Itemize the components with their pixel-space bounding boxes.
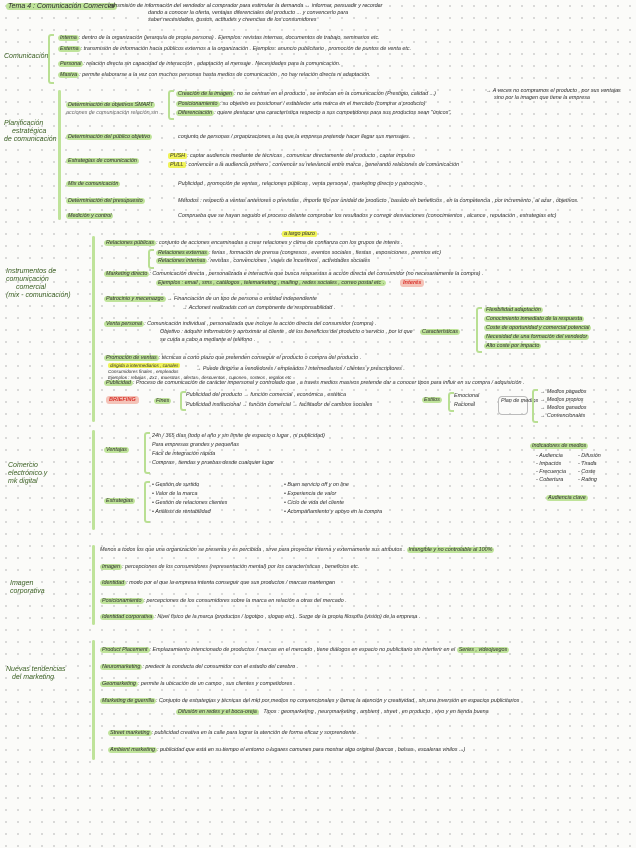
- vp-c5: Alto coste por impacto: [486, 343, 540, 349]
- brace-caracteristicas: [476, 307, 482, 353]
- vp-c4: Necesidad de una formación del vendedor: [486, 334, 588, 340]
- row-presupuesto: Determinación del presupuesto: [68, 198, 143, 204]
- brace-relaciones: [148, 249, 154, 269]
- imagen-note-1: → A veces no compramos el producto , por sus ventajas: [486, 88, 621, 94]
- label-instrumentos: Instrumentos de comunicación comercial (mix - comunicación): [6, 268, 71, 299]
- estrategia-8: • Acompañamiento y apoyo en la compra: [284, 509, 383, 515]
- row-push: PUSH : captar audiencia mediante de técnicas , comunicar directamente del producto , captar impulso: [170, 153, 415, 159]
- medio-2: → Medios propios: [540, 397, 584, 403]
- bar-planificacion: [58, 90, 61, 220]
- row-masiva: Masiva : permite elaborarse a la vez con muchos personas hasta medios de comunicación , no hay relación directa ni adaptación.: [60, 72, 371, 78]
- estrategias-label: Estrategias: [106, 498, 133, 504]
- medio-4: → Convencionales: [540, 413, 586, 419]
- row-marketing-directo: Marketing directo : Comunicación directa , personalizada e interactiva que busca respuestas a acción directa del consumidor (no necesariamente la compra) .: [106, 271, 484, 277]
- estrategia-5: • Buen servicio off y on line: [284, 482, 349, 488]
- ventaja-1: 24h / 365 días (todo el año y sin límite de espacio o lugar , ni publicidad): [152, 433, 325, 439]
- estrategia-3: • Gestión de relaciones clientes: [152, 500, 228, 506]
- label-comercio: Comercio electrónico y mk digital: [8, 462, 48, 485]
- row-identidad: Identidad : modo por el que la empresa intenta conseguir que sus productos / marcas mantengan: [102, 580, 336, 586]
- pv-tail: → Puede dirigirse a vendedores / empleados / intermediarios / clientes y prescriptores .: [196, 366, 405, 372]
- row-externa: Externa : transmisión de información hacia públicos externos a la organización . Ejemplos: anuncio publicitario , promoción de puntos de venta etc.: [60, 46, 412, 52]
- row-relaciones-externas: Relaciones externas : ferias , formación de prensa (congresos , eventos sociales , fiestas , exposiciones , premios etc): [158, 250, 442, 256]
- estrategia-6: • Experiencia de valor: [284, 491, 337, 497]
- def-line-3: saber necesidades, gustos, actitudes y creencias de los consumidores: [148, 17, 317, 23]
- row-imagen: Creación de la imagen : no se centran en el producto , se enfocan en la comunicación (Prestigio, calidad ...): [178, 91, 436, 97]
- row-relaciones-publicas: Relaciones públicas : conjunto de acciones encaminadas a crear relaciones y clima de confianza con los grupos de interés .: [106, 240, 403, 246]
- row-venta-personal: Venta personal : Comunicación individual , personalizada que incluye la acción directa del consumidor (compra) .: [106, 321, 377, 327]
- estilo-1: Emocional: [454, 393, 480, 399]
- brace-comunicacion: [48, 34, 54, 84]
- row-promocion: Promoción de ventas : técnicas a corto plazo que pretenden conseguir el producto o compra del producto .: [106, 355, 362, 361]
- label-tendencias: Nuevas tendencias del marketing: [6, 666, 66, 681]
- ind-7: - Coste: [578, 469, 596, 475]
- bar-imagen: [92, 545, 95, 625]
- row-medicion: Medición y control: [68, 213, 112, 219]
- bar-tendencias: [92, 640, 95, 760]
- pv-sub-2: Consumidores finales , empleados: [108, 369, 179, 374]
- pv-sub-1: dirigida a intermediarios , canales: [110, 363, 179, 368]
- row-objetivos: Determinación de objetivos SMART: [68, 102, 154, 108]
- ind-6: - Tirada: [578, 461, 597, 467]
- row-guerrilla: Marketing de guerrilla : Conjunto de estrategias y técnicas del mkt por medios no convencionales y llamar la atención y creatividad , sin una inversión en espacios publicitarios: [102, 698, 520, 704]
- brace-objetivos: [168, 90, 174, 120]
- estrategia-7: • Ciclo de vida del cliente: [284, 500, 345, 506]
- indicadores-label: Indicadores de medios: [532, 443, 587, 449]
- row-neuromarketing: Neuromarketing : predecir la conducta del consumidor con el estudio del cerebro .: [102, 664, 299, 670]
- bar-instrumentos: [92, 236, 95, 422]
- row-presupuesto-def: Métodos : respecto a ventas anteriores o previstas , importe fijo por unidad de producto , basado en beneficios , en la competencia , por incremento , al azar , objetivos.: [178, 198, 579, 204]
- row-patrocinio: Patrocinio y mecenazgo → Financiación de un tipo de persona o entidad independiente: [106, 296, 317, 302]
- ind-1: - Audiencia: [536, 453, 563, 459]
- row-ambient: Ambient marketing : publicidad que está en su tiempo el entorno o lugares comunes para mostrar algo original (barcos , bolsas , escaleras vinilos ...): [110, 747, 466, 753]
- def-line-2: dando a conocer la oferta, ventajas diferenciales del producto ... y convencerlo para: [148, 10, 349, 16]
- row-relaciones-internas: Relaciones internas : revistas , convenciones , viajes de incentivos , actividades sociales: [158, 258, 371, 264]
- row-posicionamiento-img: Posicionamiento : percepciones de los consumidores sobre la marca en relación a otras del mercado .: [102, 598, 347, 604]
- ind-2: - Impactos: [536, 461, 562, 467]
- row-mix: Mix de comunicación: [68, 181, 119, 187]
- plan-medios-label: Plan de medios: [501, 398, 539, 404]
- label-imagen: Imagen corporativa: [10, 580, 45, 595]
- row-patrocinio-2: → Acciones realizadas con un componente de responsabilidad .: [182, 305, 336, 311]
- ventaja-2: Para empresas grandes y pequeñas: [152, 442, 239, 448]
- vp-c1: Flexibilidad adaptación: [486, 307, 541, 313]
- label-planificacion: Planificación estratégica de comunicación: [4, 120, 57, 143]
- target-label: Audiencia clave: [548, 495, 586, 501]
- brace-estrategias: [144, 481, 150, 523]
- row-publicidad: Publicidad : Proceso de comunicación de carácter impersonal y controlado que , a través medios masivos pretende dar a conocer tipos para influir en su compra / adquisición .: [106, 380, 525, 386]
- estrategia-4: • Análisis de rentabilidad: [152, 509, 211, 515]
- tag-caracteristicas: Características: [422, 329, 458, 335]
- row-pull: PULL : convencer a la audiencia primero , convencer su relevancia entre marca , generando relaciones de comunicación: [170, 162, 460, 168]
- fines-label: Fines: [156, 398, 170, 404]
- ind-8: - Rating: [578, 477, 597, 483]
- row-medicion-def: Comprueba que se hayan seguido el proceso delante comprobar los resultados y corregir desviaciones (conocimientos , alcance , reputación , estrategias etc): [178, 213, 557, 219]
- estrategia-2: • Valor de la marca: [152, 491, 198, 497]
- estrategia-1: • Gestión de surtido: [152, 482, 200, 488]
- estilo-2: Racional: [454, 402, 475, 408]
- brace-medios: [532, 389, 538, 423]
- row-personal: Personal : relación directa sin capacidad de interacción , adaptación al mensaje . Necesidades para la comunicación.: [60, 61, 341, 67]
- ventajas-label: Ventajas: [106, 447, 127, 453]
- pv-sub-3: Ejemplos : rebajas , 2x1 , muestras , ofertas , descuentos , cupones , sorteos , regalos etc: [108, 375, 292, 380]
- vp-c2: Conocimiento inmediato de la respuesta: [486, 316, 583, 322]
- vp-c3: Coste de oportunidad y comercial potencial: [486, 325, 590, 331]
- row-product-placement: Product Placement : Emplazamiento intencionado de productos / marcas en el mercado , tiene diálogos en espacio no publicitario sin interferir en el Series , videojuegos: [102, 647, 508, 653]
- row-publico-def: conjunto de personas / organizaciones a las que la empresa pretende hacer llegar sus mensajes.: [178, 134, 411, 140]
- row-vp-telefono: se cuida a cabo a mediante el teléfono .: [160, 337, 256, 343]
- row-geomarketing: Geomarketing : permite la ubicación de un campo , sus clientes y competidores .: [102, 681, 296, 687]
- row-imagen-def: Imagen : percepciones de los consumidores (representación mental) por los características , beneficios etc.: [102, 564, 360, 570]
- ind-5: - Difusión: [578, 453, 601, 459]
- row-diferenciacion: Diferenciación : quiere destacar una característica respecto a sus competidores para sus productos sean "únicos".: [178, 110, 452, 116]
- row-md-ejemplos: Ejemplos : email , sms , catálogos , telemarketing , mailing , redes sociales , correo postal etc .: [158, 280, 385, 286]
- ventaja-3: Fácil de integración rápida: [152, 451, 216, 457]
- label-comunicacion: Comunicación: [4, 53, 49, 60]
- medio-1: → Medios pagados: [540, 389, 587, 395]
- imagen-note-2: sino por la imagen que tiene la empresa: [494, 95, 590, 101]
- topic-title: Tema 4 : Comunicación Comercial: [8, 3, 115, 10]
- ind-4: - Cobertura: [536, 477, 564, 483]
- bar-comercio: [92, 430, 95, 530]
- brace-ventajas: [144, 432, 150, 474]
- medio-3: → Medios ganados: [540, 405, 587, 411]
- imagen-intro: Menos a todos los que una organización se presenta y es percibida , sirve para proyectar interna y externamente sus atributos . Intangible y no controlable al 100%: [100, 547, 493, 553]
- row-publico: Determinación del público objetivo: [68, 134, 151, 140]
- ventaja-4: Compras , tiendas y pruebas desde cualquier lugar: [152, 460, 274, 466]
- row-mix-def: Publicidad , promoción de ventas , relaciones públicas , venta personal , marketing directo y patrocinio .: [178, 181, 426, 187]
- estilos-label: Estilos: [424, 397, 440, 403]
- row-guerrilla-2: Difusión en redes y el boca-oreja Tipos : geomarketing , neuromarketing , ambient , street , en producto , vivo y en tienda buena: [178, 709, 489, 715]
- row-objetivos-sub: acciones de comunicación relación sin ...: [66, 110, 164, 116]
- tag-largo-plazo: a largo plazo: [284, 231, 315, 237]
- row-street: Street marketing : publicidad creativa en la calle para lograr la atención de forma eficaz y sorprendente .: [110, 730, 359, 736]
- row-interna: Interna : dentro de la organización (jerarquía de propia persona) . Ejemplos: revistas internas, documentos de trabajo, seminarios etc.: [60, 35, 380, 41]
- row-identidad-corporativa: Identidad corporativa : Nivel físico de la marca (productos / logotipo , slogan etc) . Surge de la propia filosofía (visión) de la empresa .: [102, 614, 421, 620]
- row-vp-objetivo: Objetivo : adquirir información y aproximar al cliente , de los beneficios del producto o servicio , por lo que: [160, 329, 413, 335]
- briefing-badge: BRIEFING: [106, 396, 139, 404]
- fin-2: Publicidad institucional → función comercial → facilitador de cambios sociales: [186, 402, 373, 408]
- tag-interes: Interés: [400, 279, 424, 287]
- ind-3: - Frecuencia: [536, 469, 566, 475]
- fin-1: Publicidad del producto → función comercial , económica , estética: [186, 392, 347, 398]
- row-estrategias: Estrategias de comunicación: [68, 158, 137, 164]
- row-posicionamiento: Posicionamiento : su objetivo es posicionar / establecer una marca en el mercado (comprar a producto): [178, 101, 426, 107]
- def-line-1: transmisión de información del vendedor al comprador para estimular la demanda → informar, persuadir y recordar: [108, 3, 383, 9]
